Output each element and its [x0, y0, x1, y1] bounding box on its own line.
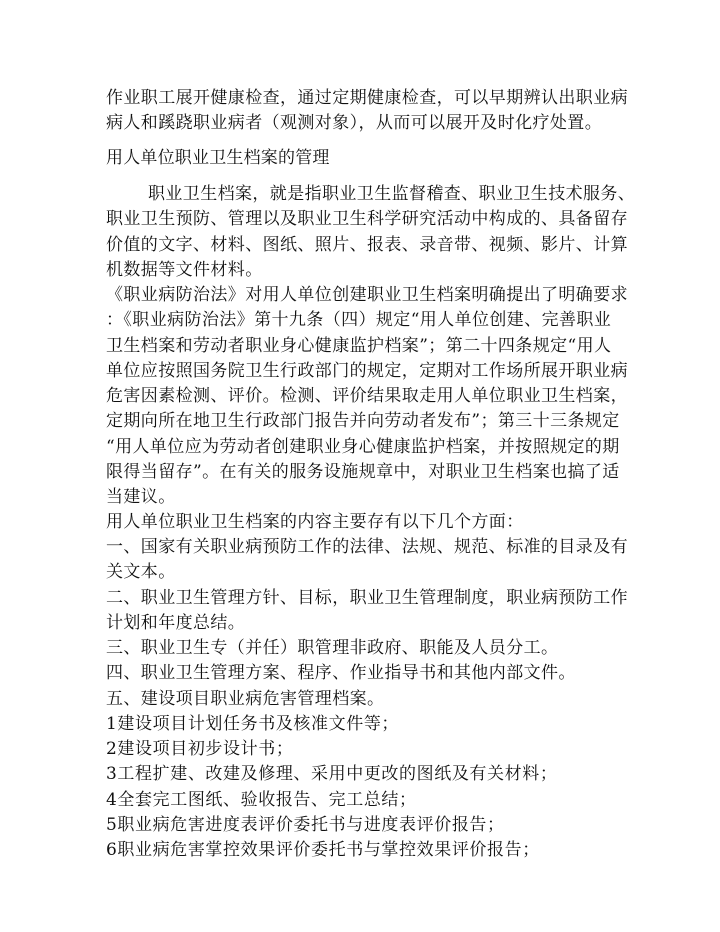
definition-line: 职业卫生预防、管理以及职业卫生科学研究活动中构成的、具备留存: [106, 209, 628, 229]
intro-line: 作业职工展开健康检查，通过定期健康检查，可以早期辨认出职业病: [106, 88, 628, 108]
definition-line: 职业卫生档案，就是指职业卫生监督稽查、职业卫生技术服务、: [148, 184, 636, 204]
list-item: 一、国家有关职业病预防工作的法律、法规、规范、标准的目录及有: [106, 537, 628, 557]
list-item: 四、职业卫生管理方案、程序、作业指导书和其他内部文件。: [106, 663, 576, 683]
sub-list-item: 1建设项目计划任务书及核准文件等；: [106, 714, 400, 734]
law-line: 单位应按照国务院卫生行政部门的规定，定期对工作场所展开职业病: [106, 361, 628, 381]
definition-line: 价值的文字、材料、图纸、照片、报表、录音带、视频、影片、计算: [106, 235, 628, 255]
law-line: 当建议。: [106, 487, 176, 507]
law-line: 定期向所在地卫生行政部门报告并向劳动者发布”；第三十三条规定: [106, 411, 620, 431]
section-heading: 用人单位职业卫生档案的管理: [106, 148, 330, 168]
sub-list-item: 6职业病危害掌控效果评价委托书与掌控效果评价报告；: [106, 840, 540, 860]
content-intro: 用人单位职业卫生档案的内容主要存有以下几个方面：: [106, 512, 524, 532]
list-item: 关文本。: [106, 562, 176, 582]
definition-line: 机数据等文件材料。: [106, 260, 263, 280]
list-item: 二、职业卫生管理方针、目标，职业卫生管理制度，职业病预防工作: [106, 588, 628, 608]
sub-list-item: 3工程扩建、改建及修理、采用中更改的图纸及有关材料；: [106, 764, 558, 784]
law-line: ：《职业病防治法》第十九条（四）规定“用人单位创建、完善职业: [106, 310, 612, 330]
law-line: “用人单位应为劳动者创建职业身心健康监护档案，并按照规定的期: [106, 437, 620, 457]
law-line: 卫生档案和劳动者职业身心健康监护档案”；第二十四条规定“用人: [106, 336, 612, 356]
sub-list-item: 5职业病危害进度表评价委托书与进度表评价报告；: [106, 815, 505, 835]
list-item: 计划和年度总结。: [106, 613, 246, 633]
law-line: 限得当留存”。在有关的服务设施规章中，对职业卫生档案也搞了适: [106, 462, 620, 482]
law-line: 危害因素检测、评价。检测、评价结果取走用人单位职业卫生档案，: [106, 386, 628, 406]
law-line: 《职业病防治法》对用人单位创建职业卫生档案明确提出了明确要求: [106, 285, 628, 305]
list-item: 三、职业卫生专（并任）职管理非政府、职能及人员分工。: [106, 638, 559, 658]
sub-list-item: 4全套完工图纸、验收报告、完工总结；: [106, 790, 417, 810]
list-item: 五、建设项目职业病危害管理档案。: [106, 689, 385, 709]
intro-line: 病人和蹊跷职业病者（观测对象），从而可以展开及时化疗处置。: [106, 113, 603, 133]
sub-list-item: 2建设项目初步设计书；: [106, 739, 294, 759]
